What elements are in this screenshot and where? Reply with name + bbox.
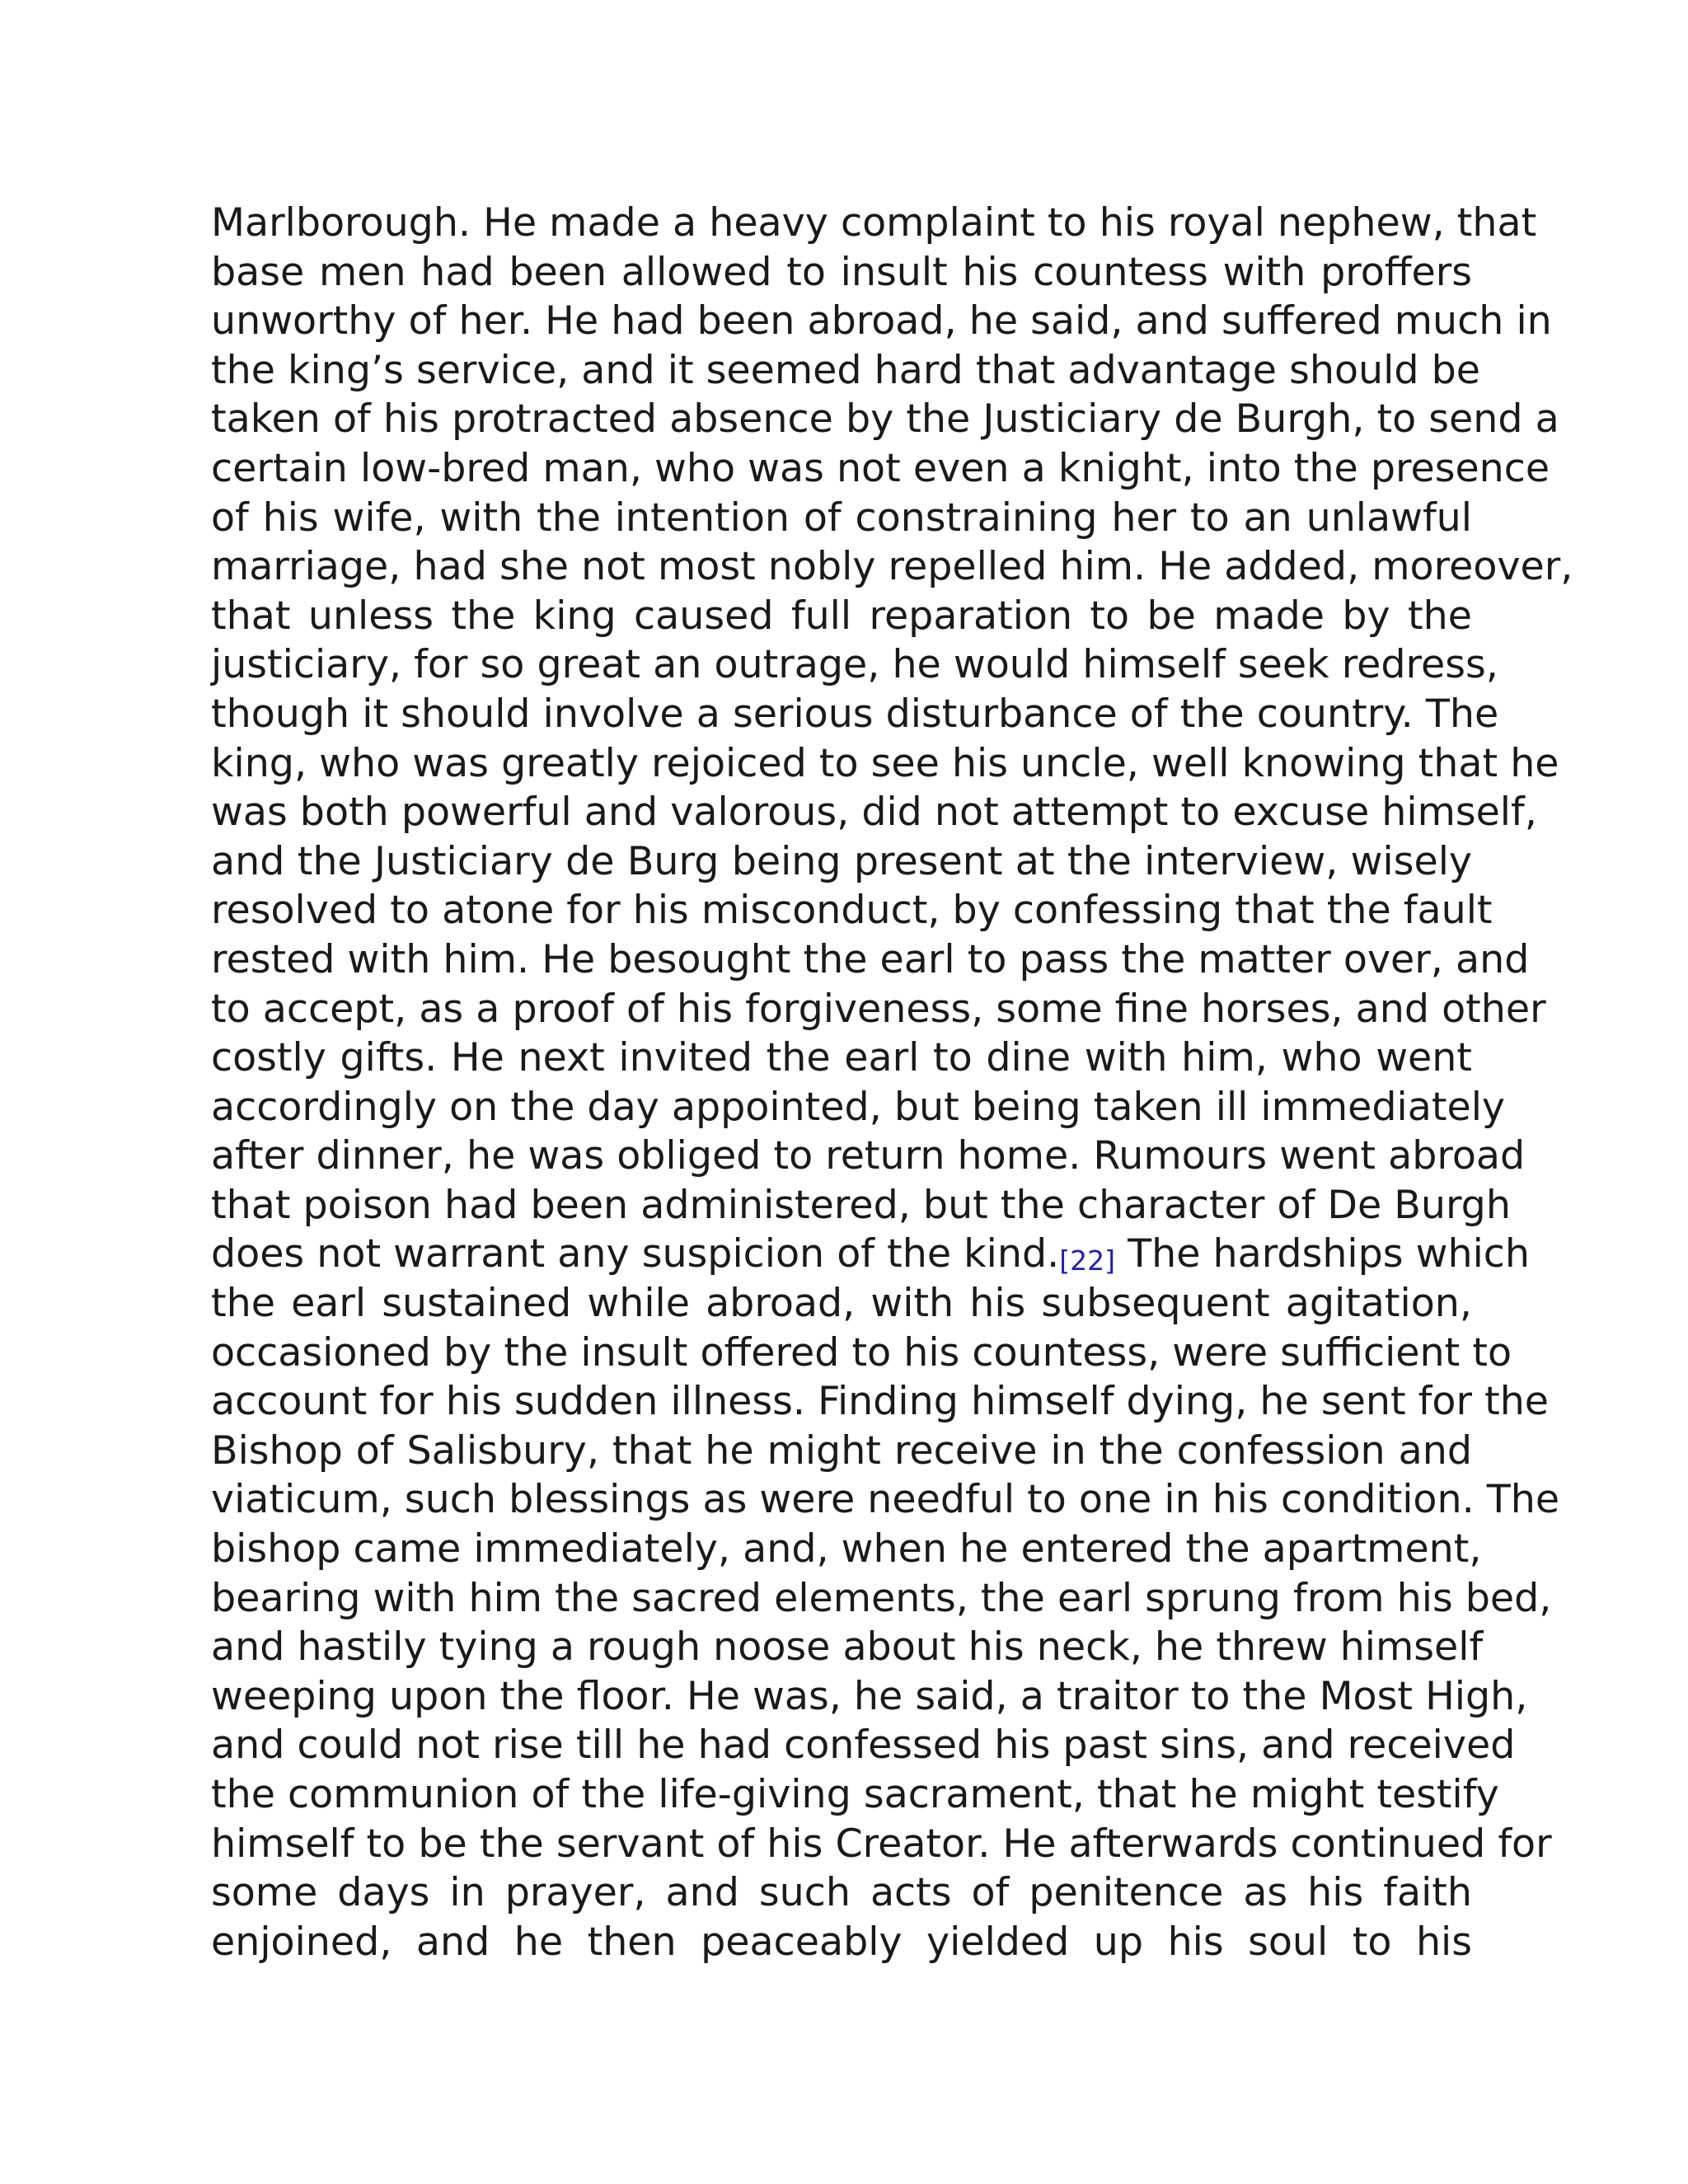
text-line: and could not rise till he had confessed his past sins, and received	[211, 1722, 1516, 1769]
text-line: marriage, had she not most nobly repelled him. He added, moreover,	[211, 544, 1573, 590]
text-line: taken of his protracted absence by the Justiciary de Burgh, to send a	[211, 396, 1559, 443]
text-line: costly gifts. He next invited the earl to dine with him, who went	[211, 1035, 1472, 1081]
text-line: and hastily tying a rough noose about his neck, he threw himself	[211, 1624, 1484, 1671]
text-line: to accept, as a proof of his forgiveness, some fine horses, and other	[211, 986, 1546, 1032]
text-line: viaticum, such blessings as were needful to one in his condition. The	[211, 1477, 1560, 1523]
text-line: justiciary, for so great an outrage, he would himself seek redress,	[211, 642, 1498, 688]
text-line: was both powerful and valorous, did not attempt to excuse himself,	[211, 790, 1537, 836]
text-line: of his wife, with the intention of constraining her to an unlawful	[211, 494, 1472, 541]
text-line: bishop came immediately, and, when he entered the apartment,	[211, 1526, 1482, 1572]
text-line: that unless the king caused full reparation to be made by the	[211, 593, 1472, 639]
text-line: resolved to atone for his misconduct, by confessing that the fault	[211, 888, 1493, 934]
text-line: rested with him. He besought the earl to pass the matter over, and	[211, 936, 1530, 982]
text-line: himself to be the servant of his Creator. He afterwards continued for	[211, 1821, 1552, 1867]
footnote-line-after: The hardships which	[1114, 1231, 1531, 1277]
text-line: unworthy of her. He had been abroad, he said, and suffered much in	[211, 298, 1552, 344]
text-line: that poison had been administered, but the character of De Burgh	[211, 1182, 1511, 1228]
text-line: and the Justiciary de Burg being present at the interview, wisely	[211, 838, 1472, 884]
text-line: certain low-bred man, who was not even a knight, into the presence	[211, 445, 1550, 491]
text-line: king, who was greatly rejoiced to see his uncle, well knowing that he	[211, 740, 1559, 786]
page-body	[211, 199, 1573, 1966]
footnote-reference-link[interactable]: [22]	[1059, 1244, 1115, 1277]
text-line-with-footnote	[211, 1230, 1531, 1279]
text-line: after dinner, he was obliged to return home. Rumours went abroad	[211, 1133, 1526, 1179]
text-line: bearing with him the sacred elements, the earl sprung from his bed,	[211, 1575, 1552, 1621]
footnote-line-before: does not warrant any suspicion of the kind.	[211, 1231, 1060, 1277]
text-line: occasioned by the insult offered to his countess, were sufficient to	[211, 1329, 1512, 1376]
text-line: the king’s service, and it seemed hard that advantage should be	[211, 347, 1480, 393]
text-line: base men had been allowed to insult his countess with proffers	[211, 249, 1472, 295]
text-line: the earl sustained while abroad, with his subsequent agitation,	[211, 1281, 1472, 1327]
text-line: weeping upon the floor. He was, he said, a traitor to the Most High,	[211, 1673, 1528, 1719]
text-line: account for his sudden illness. Finding himself dying, he sent for the	[211, 1379, 1550, 1425]
text-line: enjoined, and he then peaceably yielded up his soul to his	[211, 1919, 1472, 1965]
text-line: the communion of the life-giving sacrament, that he might testify	[211, 1772, 1499, 1817]
text-line: accordingly on the day appointed, but being taken ill immediately	[211, 1084, 1506, 1130]
text-line: though it should involve a serious disturbance of the country. The	[211, 691, 1499, 737]
text-line: Marlborough. He made a heavy complaint to his royal nephew, that	[211, 200, 1537, 246]
text-line: Bishop of Salisbury, that he might receive in the confession and	[211, 1427, 1472, 1474]
text-line: some days in prayer, and such acts of penitence as his faith	[211, 1870, 1472, 1916]
